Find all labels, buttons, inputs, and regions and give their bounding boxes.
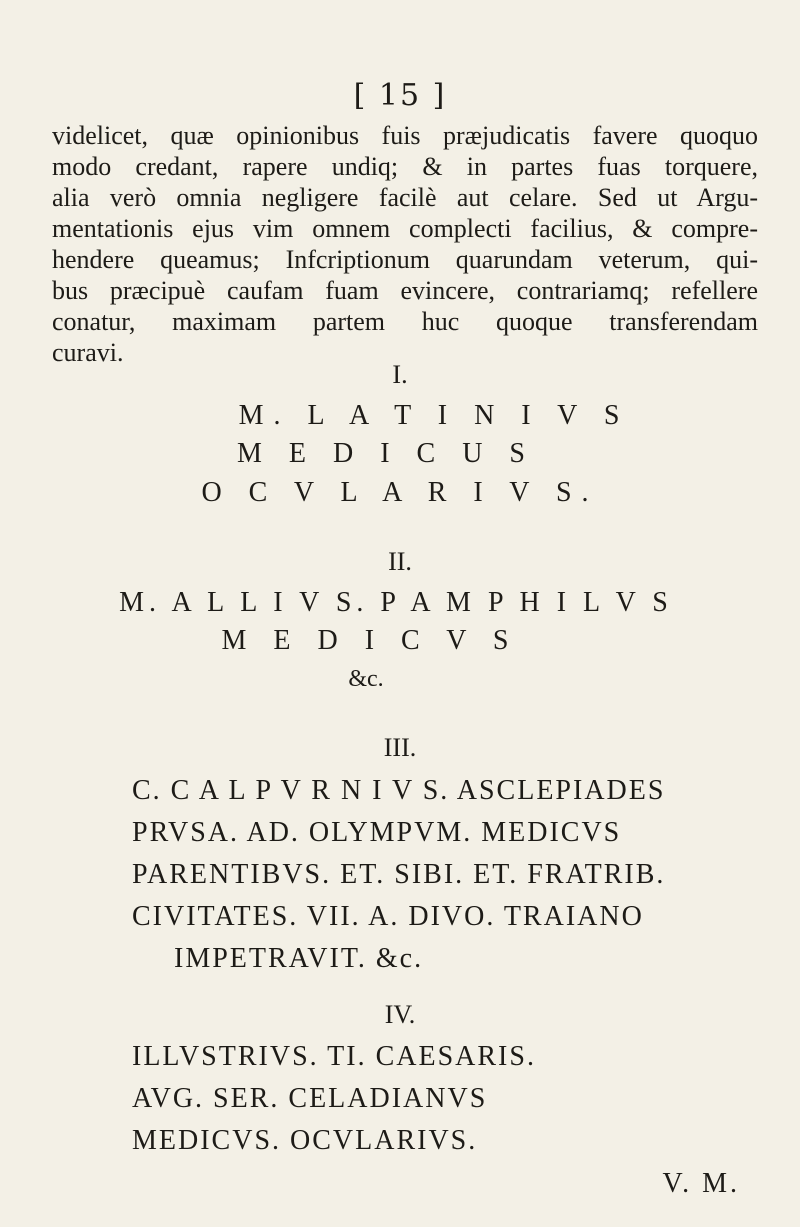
catchword: V. M. (662, 1168, 740, 1199)
inscription-4-numeral: IV. (384, 1000, 416, 1029)
inscription-3-numeral: III. (383, 733, 417, 762)
inscription-3-line: IMPETRAVIT. &c. (174, 943, 424, 974)
inscription-1-numeral: I. (392, 360, 408, 389)
intro-line: bus præcipuè caufam fuam evincere, contrariamq; refellere (52, 276, 758, 305)
inscription-4-line: ILLVSTRIVS. TI. CAESARIS. (132, 1041, 536, 1072)
intro-line: modo credant, rapere undiq; & in partes fuas torquere, (52, 152, 758, 181)
inscription-1-line: M. L A T I N I V S (238, 400, 630, 431)
intro-line: curavi. (52, 338, 124, 367)
inscription-1-line: M E D I C U S (236, 438, 535, 469)
inscription-1-line: O C V L A R I V S. (201, 477, 599, 508)
inscription-3-text (132, 770, 732, 980)
intro-line: videlicet, quæ opinionibus fuis præjudicatis favere quoquo (52, 121, 758, 150)
page-number: [ 15 ] (353, 78, 447, 113)
intro-line: mentationis ejus vim omnem complecti facilius, & compre- (52, 214, 758, 243)
inscription-3-line: CIVITATES. VII. A. DIVO. TRAIANO (132, 901, 644, 932)
inscription-2-line: &c. (348, 666, 384, 692)
intro-line: hendere queamus; Infcriptionum quarundam veterum, qui- (52, 245, 758, 274)
inscription-2-line: M E D I C V S (221, 625, 519, 656)
inscription-3-line: C. C A L P V R N I V S. ASCLEPIADES (132, 775, 666, 806)
inscription-4-line: AVG. SER. CELADIANVS (132, 1083, 488, 1114)
inscription-2-line: M. A L L I V S. P A M P H I L V S (119, 587, 673, 618)
inscription-4-line: MEDICVS. OCVLARIVS. (132, 1125, 478, 1156)
intro-line: conatur, maximam partem huc quoque transferendam (52, 307, 758, 336)
inscription-3-line: PARENTIBVS. ET. SIBI. ET. FRATRIB. (132, 859, 666, 890)
intro-line: alia verò omnia negligere facilè aut celare. Sed ut Argu- (52, 183, 758, 212)
inscription-2-numeral: II. (388, 547, 412, 576)
inscription-4-text (132, 1036, 692, 1162)
inscription-3-line: PRVSA. AD. OLYMPVM. MEDICVS (132, 817, 622, 848)
intro-paragraph (52, 120, 758, 368)
